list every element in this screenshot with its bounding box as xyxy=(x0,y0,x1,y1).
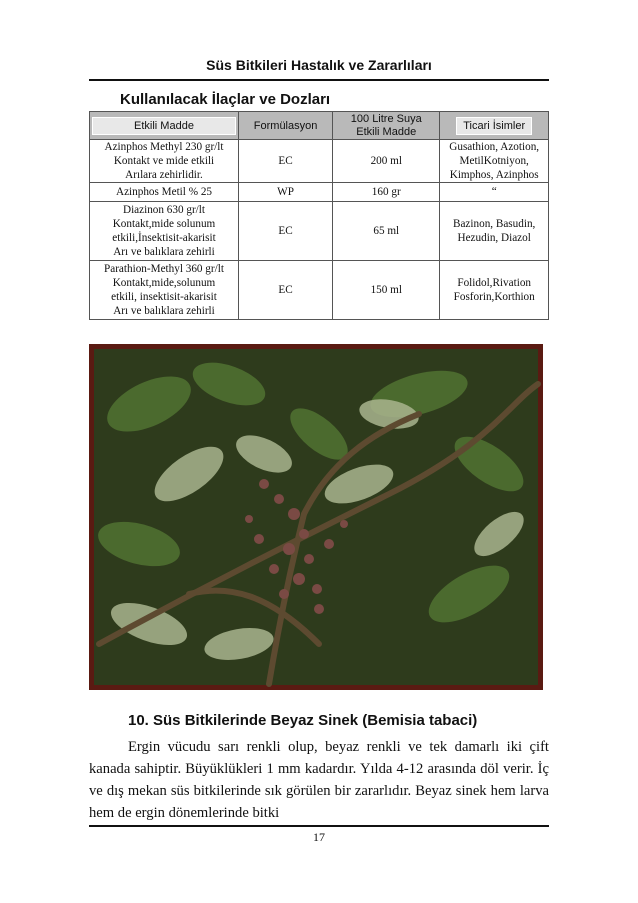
dose-cell: 200 ml xyxy=(333,140,440,183)
trade-names-cell: “ xyxy=(440,183,549,202)
body-paragraph xyxy=(89,736,549,824)
header-rule xyxy=(89,79,549,81)
formulation-cell: EC xyxy=(239,261,333,320)
table-row xyxy=(90,183,549,202)
table-row xyxy=(90,140,549,183)
running-header: Süs Bitkileri Hastalık ve Zararlıları xyxy=(206,57,432,73)
formulation-cell: EC xyxy=(239,140,333,183)
active-ingredient-cell: Diazinon 630 gr/lt Kontakt,mide solunum etkili,İnsektisit-akarisit Arı ve balıklara zehirli xyxy=(90,202,239,261)
header-cell: Formülasyon xyxy=(239,112,333,140)
trade-names-cell: Bazinon, Basudin, Hezudin, Diazol xyxy=(440,202,549,261)
table-row xyxy=(90,202,549,261)
trade-names-cell: Gusathion, Azotion, MetilKotniyon, Kimphos, Azinphos xyxy=(440,140,549,183)
formulation-cell: WP xyxy=(239,183,333,202)
paragraph-text: Ergin vücudu sarı renkli olup, beyaz renkli ve tek damarlı iki çift kanada sahiptir. Büyüklükleri 1 mm kadardır. Yılda 4-12 arasında döl verir. İç ve dış mekan süs bitkilerinde sık görülen bir zararlıdır. Beyaz sinek hem larva hem de ergin dönemlerinde bitki xyxy=(89,739,549,821)
table-header-row xyxy=(90,112,549,140)
dose-cell: 65 ml xyxy=(333,202,440,261)
active-ingredient-cell: Azinphos Metil % 25 xyxy=(90,183,239,202)
footer-rule xyxy=(89,825,549,827)
formulation-cell: EC xyxy=(239,202,333,261)
subsection-title: 10. Süs Bitkilerinde Beyaz Sinek (Bemisia tabaci) xyxy=(128,712,478,729)
active-ingredient-cell: Azinphos Methyl 230 gr/lt Kontakt ve mide etkili Arılara zehirlidir. xyxy=(90,140,239,183)
section-title: Kullanılacak İlaçlar ve Dozları xyxy=(120,91,331,108)
whitefly-photo xyxy=(89,344,543,690)
header-cell: Ticari İsimler xyxy=(440,112,549,140)
pesticide-table xyxy=(89,111,549,320)
active-ingredient-cell: Parathion-Methyl 360 gr/lt Kontakt,mide,solunum etkili, insektisit-akarisit Arı ve balıklara zehirli xyxy=(90,261,239,320)
dose-cell: 150 ml xyxy=(333,261,440,320)
dose-cell: 160 gr xyxy=(333,183,440,202)
header-cell: Etkili Madde xyxy=(90,112,239,140)
table-row xyxy=(90,261,549,320)
page-number: 17 xyxy=(313,830,325,844)
plant-illustration xyxy=(89,344,543,690)
trade-names-cell: Folidol,Rivation Fosforin,Korthion xyxy=(440,261,549,320)
header-cell: 100 Litre Suya Etkili Madde xyxy=(333,112,440,140)
